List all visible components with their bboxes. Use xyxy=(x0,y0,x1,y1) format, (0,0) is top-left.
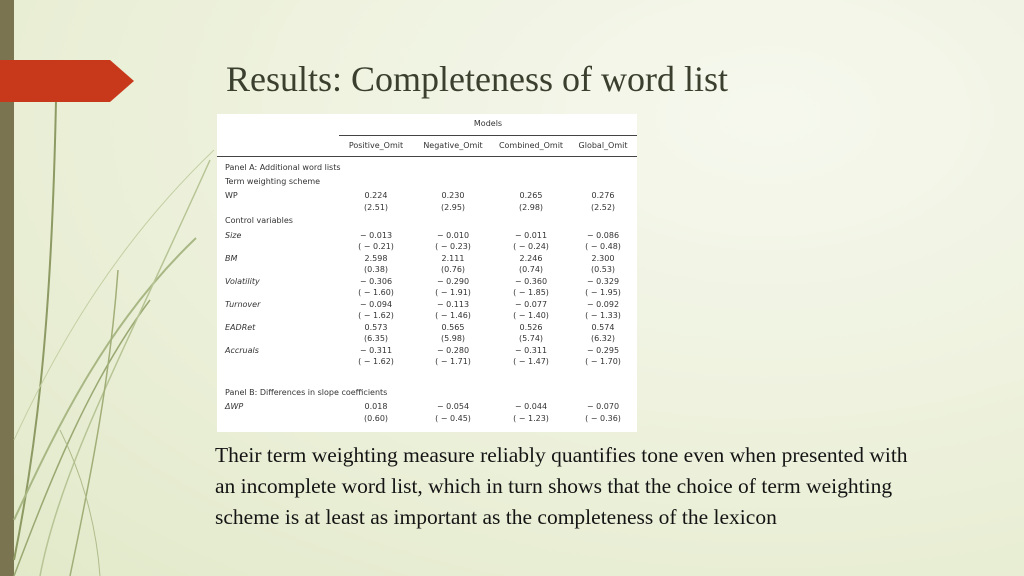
tstat-cell: ( − 0.36) xyxy=(585,413,621,423)
coef-cell: − 0.010 xyxy=(436,230,470,240)
table-row xyxy=(217,241,637,253)
tstat-cell: ( − 0.48) xyxy=(585,242,621,251)
table-row xyxy=(217,398,637,413)
tstat-cell: ( − 1.47) xyxy=(513,357,549,366)
column-header: Combined_Omit xyxy=(493,135,569,157)
coef-cell: − 0.077 xyxy=(514,299,548,309)
tstat-cell: ( − 0.23) xyxy=(435,242,471,251)
table-row xyxy=(217,413,637,425)
tstat-cell: (0.76) xyxy=(440,265,466,274)
tstat-cell: (0.74) xyxy=(518,265,544,274)
slide-title: Results: Completeness of word list xyxy=(226,59,728,99)
row-label: Turnover xyxy=(225,299,261,309)
row-label: EADRet xyxy=(225,322,256,332)
tstat-cell: (2.95) xyxy=(440,202,466,212)
row-label: BM xyxy=(225,253,238,263)
row-label: WP xyxy=(225,191,238,200)
coef-cell: 2.246 xyxy=(519,253,543,263)
tstat-cell: ( − 1.71) xyxy=(435,357,471,366)
tstat-cell: (2.51) xyxy=(363,202,389,212)
panel-b-label: Panel B: Differences in slope coefficients xyxy=(225,387,388,397)
coef-cell: − 0.094 xyxy=(359,299,393,309)
coef-cell: − 0.113 xyxy=(436,299,470,309)
table-row xyxy=(217,299,637,311)
coef-cell: − 0.070 xyxy=(586,402,620,411)
title-accent-arrow xyxy=(0,60,134,102)
coef-cell: − 0.054 xyxy=(436,402,470,411)
row-label: Accruals xyxy=(225,345,259,355)
tstat-cell: (2.98) xyxy=(518,202,544,212)
coef-cell: − 0.360 xyxy=(514,276,548,286)
column-header: Global_Omit xyxy=(569,135,637,157)
coef-cell: − 0.311 xyxy=(359,345,393,355)
table-row xyxy=(217,253,637,265)
tstat-cell: (5.98) xyxy=(440,334,466,343)
tstat-cell: ( − 1.70) xyxy=(585,357,621,366)
table-row xyxy=(217,333,637,345)
coef-cell: 2.111 xyxy=(441,253,465,263)
tstat-cell: ( − 1.91) xyxy=(435,288,471,297)
term-weighting-label: Term weighting scheme xyxy=(225,176,321,186)
coef-cell: 0.224 xyxy=(364,191,388,200)
table-row xyxy=(217,287,637,299)
table-row xyxy=(217,276,637,288)
tstat-cell: ( − 0.21) xyxy=(358,242,394,251)
coef-cell: 2.598 xyxy=(364,253,388,263)
tstat-cell: ( − 1.23) xyxy=(513,413,549,423)
tstat-cell: ( − 0.24) xyxy=(513,242,549,251)
row-label: ΔWP xyxy=(225,402,244,411)
tstat-cell: (0.53) xyxy=(590,265,616,274)
coef-cell: 0.018 xyxy=(364,402,388,411)
coef-cell: − 0.011 xyxy=(514,230,548,240)
tstat-cell: (5.74) xyxy=(518,334,544,343)
tstat-cell: ( − 1.33) xyxy=(585,311,621,320)
table-row xyxy=(217,345,637,357)
table-row xyxy=(217,322,637,334)
coef-cell: 0.230 xyxy=(441,191,465,200)
tstat-cell: ( − 0.45) xyxy=(435,413,471,423)
coef-cell: 0.526 xyxy=(519,322,543,332)
coef-cell: − 0.280 xyxy=(436,345,470,355)
control-variables-label: Control variables xyxy=(225,216,293,225)
coef-cell: − 0.044 xyxy=(514,402,548,411)
coef-cell: − 0.311 xyxy=(514,345,548,355)
table-row xyxy=(217,310,637,322)
tstat-cell: (2.52) xyxy=(590,202,616,212)
coef-cell: − 0.306 xyxy=(359,276,393,286)
coef-cell: 0.573 xyxy=(364,322,388,332)
coef-cell: 0.574 xyxy=(591,322,615,332)
tstat-cell: (6.32) xyxy=(590,334,616,343)
row-label: Size xyxy=(225,230,242,240)
tstat-cell: ( − 1.40) xyxy=(513,311,549,320)
table-row xyxy=(217,202,637,214)
tstat-cell: (6.35) xyxy=(363,334,389,343)
coef-cell: − 0.329 xyxy=(586,276,620,286)
models-header: Models xyxy=(339,114,637,135)
tstat-cell: ( − 1.62) xyxy=(358,311,394,320)
tstat-cell: ( − 1.46) xyxy=(435,311,471,320)
coef-cell: − 0.295 xyxy=(586,345,620,355)
table-row xyxy=(217,227,637,242)
coef-cell: − 0.086 xyxy=(586,230,620,240)
table-row xyxy=(217,356,637,368)
table-row xyxy=(217,187,637,202)
coef-cell: − 0.092 xyxy=(586,299,620,309)
coef-cell: 2.300 xyxy=(591,253,615,263)
coef-cell: − 0.290 xyxy=(436,276,470,286)
table-row xyxy=(217,264,637,276)
tstat-cell: ( − 1.60) xyxy=(358,288,394,297)
tstat-cell: ( − 1.95) xyxy=(585,288,621,297)
row-label: Volatility xyxy=(225,276,260,286)
column-header: Positive_Omit xyxy=(339,135,413,157)
regression-table xyxy=(217,114,637,432)
coef-cell: 0.265 xyxy=(519,191,543,200)
tstat-cell: ( − 1.62) xyxy=(358,357,394,366)
tstat-cell: (0.38) xyxy=(363,265,389,274)
panel-a-label: Panel A: Additional word lists xyxy=(225,163,341,172)
coef-cell: − 0.013 xyxy=(359,230,393,240)
slide-body-text: Their term weighting measure reliably quantifies tone even when presented with an incomplete word list, which in turn shows that the choice of term weighting scheme is at least as important as the completeness of the lexicon xyxy=(215,443,908,529)
coef-cell: 0.565 xyxy=(441,322,465,332)
tstat-cell: ( − 1.85) xyxy=(513,288,549,297)
column-header: Negative_Omit xyxy=(413,135,493,157)
tstat-cell: (0.60) xyxy=(363,413,389,423)
coef-cell: 0.276 xyxy=(591,191,615,200)
